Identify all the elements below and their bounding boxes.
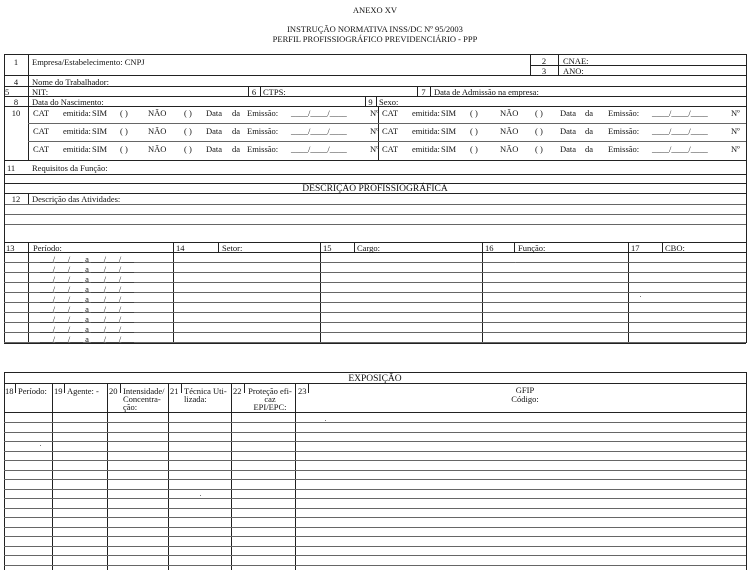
of-label: da xyxy=(585,144,594,154)
scan-speck xyxy=(200,495,201,496)
column-number: 17 xyxy=(631,243,640,253)
section-title-exposicao: EXPOSIÇÃO xyxy=(348,374,402,384)
nit-label: NIT: xyxy=(32,87,49,97)
column-number: 23 xyxy=(298,386,307,396)
scan-speck xyxy=(515,262,516,263)
intensity-header: ção: xyxy=(123,402,138,412)
field-number: 11 xyxy=(7,163,16,173)
document-title-line2: PERFIL PROFISSIOGRÁFICO PREVIDENCIÁRIO - PPP xyxy=(272,34,478,44)
issued-label: emitida: xyxy=(63,144,91,154)
checkbox-paren[interactable]: ( ) xyxy=(535,108,543,118)
cat-label: CAT xyxy=(33,108,50,118)
number-label: Nº xyxy=(731,144,740,154)
issue-label: Emissão: xyxy=(247,144,279,154)
checkbox-paren[interactable]: ( ) xyxy=(470,126,478,136)
intensity-header: Intensidade/ xyxy=(123,386,165,396)
no-label: NÃO xyxy=(148,108,167,118)
period-date-range-blank[interactable]: ___/___/___ a ___/___/___ xyxy=(40,264,134,274)
yes-label: SIM xyxy=(92,108,108,118)
document-title-line1: INSTRUÇÃO NORMATIVA INSS/DC Nº 95/2003 xyxy=(287,24,463,34)
checkbox-paren[interactable]: ( ) xyxy=(120,144,128,154)
of-label: da xyxy=(232,126,241,136)
period-date-range-blank[interactable]: ___/___/___ a ___/___/___ xyxy=(40,334,134,344)
number-label: Nº xyxy=(370,144,379,154)
yes-label: SIM xyxy=(441,108,457,118)
checkbox-paren[interactable]: ( ) xyxy=(184,126,192,136)
column-number: 18 xyxy=(5,386,14,396)
field-number: 10 xyxy=(11,108,21,118)
worker-name-label: Nome do Trabalhador: xyxy=(32,77,109,87)
date-blank: ____/____/____ xyxy=(291,144,347,154)
admission-date-label: Data de Admissão na empresa: xyxy=(434,87,539,97)
checkbox-paren[interactable]: ( ) xyxy=(120,108,128,118)
sex-label: Sexo: xyxy=(379,97,399,107)
column-number: 22 xyxy=(233,386,242,396)
column-number: 16 xyxy=(485,243,494,253)
no-label: NÃO xyxy=(500,126,519,136)
yes-label: SIM xyxy=(92,126,108,136)
date-label: Data xyxy=(206,126,223,136)
no-label: NÃO xyxy=(500,144,519,154)
of-label: da xyxy=(232,144,241,154)
date-blank: ____/____/____ xyxy=(291,126,347,136)
field-number: 7 xyxy=(421,87,426,97)
issue-label: Emissão: xyxy=(247,126,279,136)
checkbox-paren[interactable]: ( ) xyxy=(535,144,543,154)
cbo-column-header: CBO: xyxy=(665,243,685,253)
sector-column-header: Setor: xyxy=(222,243,243,253)
date-label: Data xyxy=(560,126,577,136)
checkbox-paren[interactable]: ( ) xyxy=(470,108,478,118)
checkbox-paren[interactable]: ( ) xyxy=(184,108,192,118)
column-number: 15 xyxy=(323,243,332,253)
field-number: 4 xyxy=(13,77,19,87)
number-label: Nº xyxy=(731,126,740,136)
ctps-label: CTPS: xyxy=(263,87,286,97)
field-number: 8 xyxy=(13,97,19,107)
function-column-header: Função: xyxy=(518,243,546,253)
column-number: 14 xyxy=(176,243,185,253)
field-number: 1 xyxy=(13,57,19,67)
period-date-range-blank[interactable]: ___/___/___ a ___/___/___ xyxy=(40,324,134,334)
yes-label: SIM xyxy=(92,144,108,154)
of-label: da xyxy=(585,126,594,136)
field-number: 3 xyxy=(541,66,547,76)
issued-label: emitida: xyxy=(412,126,440,136)
field-number: 5 xyxy=(5,87,10,97)
protection-header: caz xyxy=(264,394,276,404)
field-number: 12 xyxy=(11,194,21,204)
company-cnpj-label: Empresa/Estabelecimento: CNPJ xyxy=(32,57,145,67)
period-column-header: Período: xyxy=(33,243,62,253)
period-date-range-blank[interactable]: ___/___/___ a ___/___/___ xyxy=(40,254,134,264)
cat-label: CAT xyxy=(382,144,399,154)
period-date-range-blank[interactable]: ___/___/___ a ___/___/___ xyxy=(40,294,134,304)
issued-label: emitida: xyxy=(412,108,440,118)
of-label: da xyxy=(585,108,594,118)
date-blank: ____/____/____ xyxy=(652,126,708,136)
issue-label: Emissão: xyxy=(608,144,640,154)
issued-label: emitida: xyxy=(412,144,440,154)
period-date-range-blank[interactable]: ___/___/___ a ___/___/___ xyxy=(40,274,134,284)
date-label: Data xyxy=(206,144,223,154)
technique-header: Técnica Uti- xyxy=(184,386,227,396)
date-blank: ____/____/____ xyxy=(652,144,708,154)
annex-title: ANEXO XV xyxy=(352,5,398,15)
column-number: 13 xyxy=(6,243,15,253)
of-label: da xyxy=(232,108,241,118)
issue-label: Emissão: xyxy=(247,108,279,118)
scan-speck xyxy=(325,420,326,421)
yes-label: SIM xyxy=(441,144,457,154)
birth-date-label: Data do Nascimento: xyxy=(32,97,104,107)
column-number: 19 xyxy=(54,386,63,396)
issue-label: Emissão: xyxy=(608,108,640,118)
period-date-range-blank[interactable]: ___/___/___ a ___/___/___ xyxy=(40,304,134,314)
intensity-header: Concentra- xyxy=(123,394,161,404)
gfip-header: GFIP xyxy=(515,385,535,395)
job-requirements-label: Requisitos da Função: xyxy=(32,163,108,173)
no-label: NÃO xyxy=(148,144,167,154)
issue-label: Emissão: xyxy=(608,126,640,136)
gfip-code-header: Código: xyxy=(511,394,539,404)
checkbox-paren[interactable]: ( ) xyxy=(470,144,478,154)
date-label: Data xyxy=(560,144,577,154)
date-label: Data xyxy=(560,108,577,118)
period-date-range-blank[interactable]: ___/___/___ a ___/___/___ xyxy=(40,284,134,294)
cnae-label: CNAE: xyxy=(563,56,589,66)
cat-label: CAT xyxy=(382,108,399,118)
cat-label: CAT xyxy=(33,144,50,154)
cat-label: CAT xyxy=(382,126,399,136)
section-title-descricao: DESCRIÇÃO PROFISSIOGRÁFICA xyxy=(302,184,448,194)
date-label: Data xyxy=(206,108,223,118)
scan-speck xyxy=(640,296,641,297)
checkbox-paren[interactable]: ( ) xyxy=(535,126,543,136)
number-label: Nº xyxy=(370,108,379,118)
exposure-period-header: Período: xyxy=(18,386,47,396)
issued-label: emitida: xyxy=(63,126,91,136)
cat-label: CAT xyxy=(33,126,50,136)
protection-header: Proteção efi- xyxy=(248,386,292,396)
column-number: 21 xyxy=(170,386,179,396)
technique-header: lizada: xyxy=(184,394,207,404)
number-label: Nº xyxy=(370,126,379,136)
year-label: ANO: xyxy=(563,66,584,76)
number-label: Nº xyxy=(731,108,740,118)
date-blank: ____/____/____ xyxy=(291,108,347,118)
field-number: 9 xyxy=(368,97,373,107)
position-column-header: Cargo: xyxy=(357,243,380,253)
protection-header: EPI/EPC: xyxy=(253,402,287,412)
field-number: 2 xyxy=(541,56,547,66)
column-number: 20 xyxy=(109,386,118,396)
activities-description-label: Descrição das Atividades: xyxy=(32,194,121,204)
date-blank: ____/____/____ xyxy=(652,108,708,118)
no-label: NÃO xyxy=(500,108,519,118)
scan-speck xyxy=(40,445,41,446)
field-number: 6 xyxy=(251,87,257,97)
period-date-range-blank[interactable]: ___/___/___ a ___/___/___ xyxy=(40,314,134,324)
no-label: NÃO xyxy=(148,126,167,136)
issued-label: emitida: xyxy=(63,108,91,118)
checkbox-paren[interactable]: ( ) xyxy=(184,144,192,154)
agent-header: Agente: - xyxy=(67,386,99,396)
checkbox-paren[interactable]: ( ) xyxy=(120,126,128,136)
yes-label: SIM xyxy=(441,126,457,136)
